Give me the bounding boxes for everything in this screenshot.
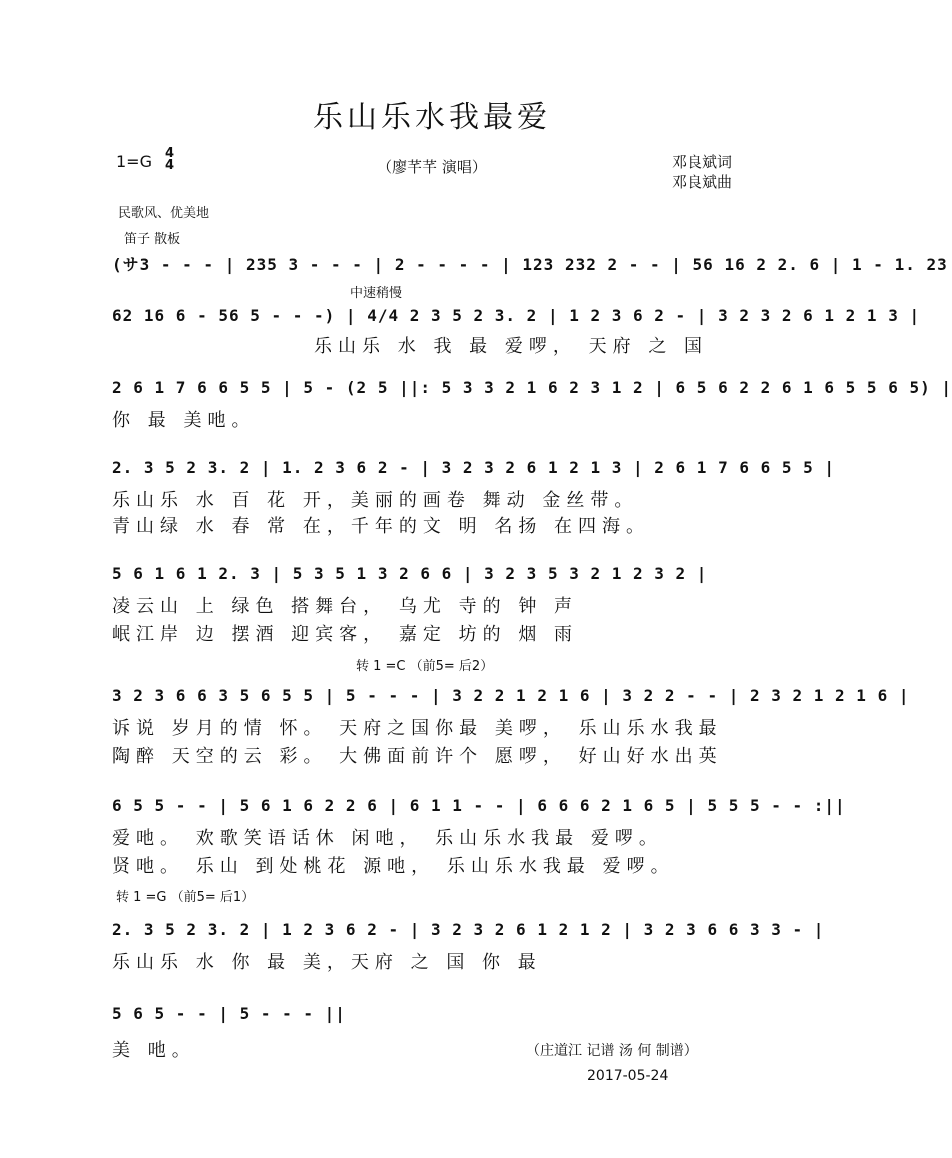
composer: 邓良斌曲 [672,173,733,191]
lyric-line: 青山绿 水 春 常 在，千年的文 明 名扬 在四海。 [112,516,651,537]
page-title: 乐山乐水我最爱 [313,100,551,135]
score-line: 5 6 5 - - | 5 - - - || [112,1004,346,1023]
performer: （廖芊芊 演唱） [377,158,487,176]
score-line: 6 5 5 - - | 5 6 1 6 2 2 6 | 6 1 1 - - | 6 6 6 2 1 6 5 | 5 5 5 - - :|| [112,796,846,815]
tempo-mark: 中速稍慢 [350,286,403,301]
modulation-note: 转 1 =G （前5= 后1） [116,890,255,905]
lyric-line: 乐山乐 水 百 花 开，美丽的画卷 舞动 金丝带。 [112,490,639,511]
lyric-line: 乐山乐 水 我 最 爱啰， 天府 之 国 [314,336,709,357]
lyric-line: 爱吔。 欢歌笑语话休 闲吔， 乐山乐水我最 爱啰。 [112,828,663,849]
modulation-note: 转 1 =C （前5= 后2） [356,659,494,674]
score-line: 2. 3 5 2 3. 2 | 1 2 3 6 2 - | 3 2 3 2 6 1 2 1 2 | 3 2 3 6 6 3 3 - | [112,920,825,939]
lyric-line: 贤吔。 乐山 到处桃花 源吔， 乐山乐水我最 爱啰。 [112,856,675,877]
instrument-label: 笛子 散板 [124,232,181,247]
score-line: 2 6 1 7 6 6 5 5 | 5 - (2 5 ||: 5 3 3 2 1 6 2 3 1 2 | 6 5 6 2 2 6 1 6 5 5 6 5) | [112,378,952,397]
lyric-line: 岷江岸 边 摆酒 迎宾客， 嘉定 坊的 烟 雨 [112,624,579,645]
credits [672,152,732,192]
score-line: 2. 3 5 2 3. 2 | 1. 2 3 6 2 - | 3 2 3 2 6 1 2 1 3 | 2 6 1 7 6 6 5 5 | [112,458,836,477]
lyric-line: 诉说 岁月的情 怀。 天府之国你最 美啰， 乐山乐水我最 [112,718,723,739]
key-signature: 1=G [116,152,152,171]
date: 2017-05-24 [587,1068,669,1084]
lyric-line: 美 吔。 [112,1040,196,1061]
lyric-line: 乐山乐 水 你 最 美，天府 之 国 你 最 [112,952,542,973]
time-signature-bottom: 4 [165,158,175,173]
score-line: 3 2 3 6 6 3 5 6 5 5 | 5 - - - | 3 2 2 1 2 1 6 | 3 2 2 - - | 2 3 2 1 2 1 6 | [112,686,910,705]
score-line: 62 16 6 - 56 5 - - -) | 4/4 2 3 5 2 3. 2 | 1 2 3 6 2 - | 3 2 3 2 6 1 2 1 3 | [112,306,921,325]
lyricist: 邓良斌词 [672,153,733,171]
score-line: (サ3 - - - | 235 3 - - - | 2 - - - - | 123 232 2 - - | 56 16 2 2. 6 | 1 - 1. 23 [112,255,948,274]
transcriber-credit: （庄道江 记谱 汤 何 制谱） [526,1043,698,1059]
lyric-line: 你 最 美吔。 [112,410,256,431]
style-note: 民歌风、优美地 [118,206,210,221]
lyric-line: 凌云山 上 绿色 搭舞台， 乌尤 寺的 钟 声 [112,596,579,617]
time-signature-top: 4 [165,146,175,161]
score-line: 5 6 1 6 1 2. 3 | 5 3 5 1 3 2 6 6 | 3 2 3 5 3 2 1 2 3 2 | [112,564,708,583]
lyric-line: 陶醉 天空的云 彩。 大佛面前许个 愿啰， 好山好水出英 [112,746,723,767]
